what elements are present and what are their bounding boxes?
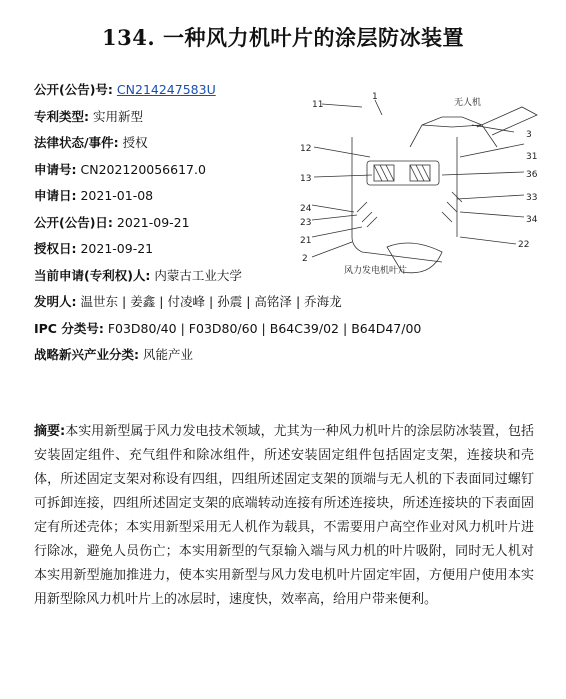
patent-drawing [292,87,548,287]
figure-label: 22 [518,240,530,250]
figure-label: 2 [302,254,308,264]
page-title: 134. 一种风力机叶片的涂层防冰装置 [102,25,464,50]
inventors-label: 发明人: [34,294,77,309]
drone-arm-left [410,125,422,147]
figure-label: 21 [300,236,312,246]
figure-label: 33 [526,193,538,203]
patent-type-value: 实用新型 [92,108,143,124]
industry-row [34,346,414,373]
legal-status-value: 授权 [122,135,148,150]
abstract [34,420,534,612]
hatch [374,165,394,181]
figure-label: 1 [372,92,378,102]
inventor-name: 姜鑫 [130,294,156,309]
inventor-name: 乔海龙 [304,294,342,309]
separator: | [208,294,214,309]
figure-label: 12 [300,144,312,154]
hatch [410,165,430,181]
separator: | [246,294,251,309]
figure-label: 13 [300,174,312,184]
separator: | [343,320,348,336]
inventor-name: 付凌峰 [167,294,205,309]
grant-date-label: 授权日: [34,241,77,256]
separator: | [159,294,164,309]
figure-label: 3 [526,130,532,140]
ipc-label: IPC 分类号: [34,320,104,336]
inventors-row [34,293,414,320]
ipc-row [34,320,422,347]
inventor-name: 高铭泽 [254,294,292,309]
legal-status-label: 法律状态/事件: [34,135,119,150]
arrows-right [442,192,462,222]
figure-label: 11 [312,100,324,110]
patent-type-label: 专利类型: [34,108,89,124]
figure-label: 风力发电机叶片 [344,266,408,276]
separator: | [180,320,185,336]
inventor-name: 温世东 [80,294,118,309]
app-no-value: CN202120056617.0 [80,161,206,177]
figure-label: 无人机 [454,98,482,108]
app-date-label: 申请日: [34,188,77,203]
app-no-label: 申请号: [34,161,77,177]
abstract-label: 摘要: [34,424,66,439]
separator: | [261,320,266,336]
figure-label: 36 [526,170,538,180]
frame-left [352,137,442,262]
applicant-value: 内蒙古工业大学 [154,267,242,283]
separator: | [295,294,301,309]
industry-label: 战略新兴产业分类: [34,347,139,362]
figure-label: 23 [300,218,312,228]
pub-no-label: 公开(公告)号: [34,82,113,97]
ipc-code: B64C39/02 [269,320,339,336]
separator: | [122,294,127,309]
grant-date-value: 2021-09-21 [80,241,154,256]
industry-value: 风能产业 [142,347,193,362]
inventor-name: 孙震 [217,294,243,309]
pub-date-label: 公开(公告)日: [34,214,113,230]
figure-label: 31 [526,152,538,162]
figure-label: 24 [300,204,312,214]
applicant-label: 当前申请(专利权)人: [34,267,151,283]
ipc-code: F03D80/60 [188,320,258,336]
ipc-code: B64D47/00 [351,320,422,336]
pub-date-value: 2021-09-21 [116,214,190,230]
app-date-value: 2021-01-08 [80,188,154,203]
figure-label: 34 [526,215,538,225]
pub-no-link[interactable]: CN214247583U [116,82,216,97]
abstract-text: 本实用新型属于风力发电技术领域，尤其为一种风力机叶片的涂层防冰装置，包括安装固定组件、充气组件和除冰组件，所述安装固定组件包括固定支架，连接块和壳体，所述固定支架对称设有四组，四组所述固定支架的顶端与无人机的下表面同过螺钉可拆卸连接，四组所述固定支架的底端转动连接有所述连接块，所述连接块的下表面固定有所述壳体；本实用新型采用无人机作为载具，不需要用户高空作业对风力机叶片进行除冰，避免人员伤亡；本实用新型的气泵输入端与风力机的叶片吸附，同时无人机对本实用新型施加推进力，使本实用新型与风力发电机叶片固定牢固，方便用户使用本实用新型除风力机叶片上的冰层时，速度快，效率高，给用户带来便利。 [34,424,534,607]
device-diagram [292,87,548,287]
leader-lines [312,100,524,257]
ipc-code: F03D80/40 [107,320,177,336]
arrows-left [357,202,377,227]
